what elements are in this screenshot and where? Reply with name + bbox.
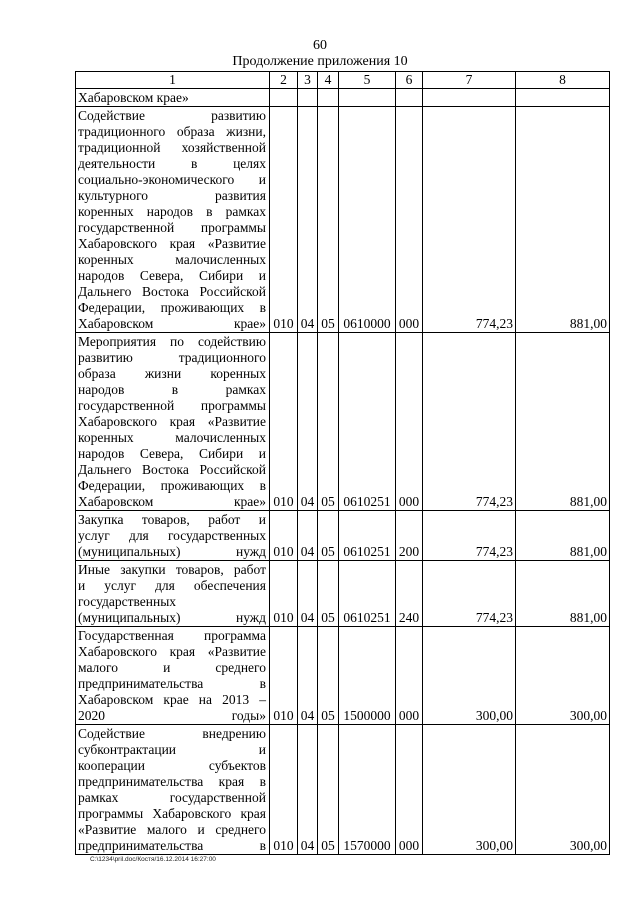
cell <box>339 89 396 107</box>
row-description: Хабаровском крае» <box>76 89 270 107</box>
cell: 0610251 <box>339 561 396 627</box>
table-row <box>76 511 610 561</box>
table-row <box>76 89 610 107</box>
cell: 05 <box>318 107 339 333</box>
table-row <box>76 627 610 725</box>
cell: 010 <box>270 561 298 627</box>
col-header: 1 <box>76 72 270 89</box>
cell: 010 <box>270 107 298 333</box>
cell <box>298 89 318 107</box>
row-description: Содействие развитию традиционного образа жизни, традиционной хозяйственной деятельности в целях социально-экономического и культурного развития коренных народов в рамках государственной программы Хабаровского края «Развитие коренных малочисленных народов Севера, Сибири и Дальнего Востока Российской Федерации, проживающих в Хабаровском крае» <box>76 107 270 333</box>
row-description: Мероприятия по содействию развитию традиционного образа жизни коренных народов в рамках государственной программы Хабаровского края «Развитие коренных малочисленных народов Севера, Сибири и Дальнего Востока Российской Федерации, проживающих в Хабаровском крае» <box>76 333 270 511</box>
row-description: Закупка товаров, работ и услуг для государственных (муниципальных) нужд <box>76 511 270 561</box>
cell <box>516 89 610 107</box>
cell <box>423 89 516 107</box>
cell: 774,23 <box>423 511 516 561</box>
table-header-row <box>76 72 610 89</box>
table-row <box>76 725 610 855</box>
cell: 05 <box>318 725 339 855</box>
cell: 1500000 <box>339 627 396 725</box>
cell: 881,00 <box>516 561 610 627</box>
cell <box>396 89 423 107</box>
col-header: 7 <box>423 72 516 89</box>
cell: 05 <box>318 561 339 627</box>
cell: 774,23 <box>423 333 516 511</box>
cell: 04 <box>298 333 318 511</box>
cell: 881,00 <box>516 511 610 561</box>
page-number: 60 <box>313 38 327 53</box>
cell: 300,00 <box>516 725 610 855</box>
table-row <box>76 107 610 333</box>
cell: 881,00 <box>516 333 610 511</box>
cell: 774,23 <box>423 561 516 627</box>
col-header: 4 <box>318 72 339 89</box>
continuation-title: Продолжение приложения 10 <box>232 54 408 69</box>
cell: 300,00 <box>423 627 516 725</box>
cell: 010 <box>270 725 298 855</box>
cell: 04 <box>298 627 318 725</box>
row-description: Иные закупки товаров, работ и услуг для обеспечения государственных (муниципальных) нужд <box>76 561 270 627</box>
cell: 300,00 <box>516 627 610 725</box>
cell: 240 <box>396 561 423 627</box>
col-header: 5 <box>339 72 396 89</box>
cell: 774,23 <box>423 107 516 333</box>
cell: 000 <box>396 725 423 855</box>
cell: 010 <box>270 333 298 511</box>
cell: 200 <box>396 511 423 561</box>
cell: 000 <box>396 107 423 333</box>
cell: 05 <box>318 627 339 725</box>
col-header: 6 <box>396 72 423 89</box>
budget-table <box>75 71 610 855</box>
cell: 1570000 <box>339 725 396 855</box>
cell: 0610000 <box>339 107 396 333</box>
cell: 0610251 <box>339 333 396 511</box>
col-header: 8 <box>516 72 610 89</box>
cell: 881,00 <box>516 107 610 333</box>
cell: 0610251 <box>339 511 396 561</box>
row-description: Содействие внедрению субконтрактации и кооперации субъектов предпринимательства края в рамках государственной программы Хабаровского края «Развитие малого и среднего предпринимательства в <box>76 725 270 855</box>
cell: 010 <box>270 627 298 725</box>
cell: 04 <box>298 107 318 333</box>
cell: 000 <box>396 627 423 725</box>
cell: 000 <box>396 333 423 511</box>
cell: 010 <box>270 511 298 561</box>
cell: 05 <box>318 333 339 511</box>
cell: 05 <box>318 511 339 561</box>
col-header: 3 <box>298 72 318 89</box>
table-row <box>76 333 610 511</box>
table-row <box>76 561 610 627</box>
footer-file-path: C:\1234\pril.doc/Костя/16.12.2014 16:27:00 <box>90 856 216 863</box>
row-description: Государственная программа Хабаровского края «Развитие малого и среднего предпринимательства в Хабаровском крае на 2013 – 2020 годы» <box>76 627 270 725</box>
cell: 04 <box>298 725 318 855</box>
cell: 04 <box>298 511 318 561</box>
cell: 300,00 <box>423 725 516 855</box>
cell <box>318 89 339 107</box>
cell <box>270 89 298 107</box>
col-header: 2 <box>270 72 298 89</box>
cell: 04 <box>298 561 318 627</box>
